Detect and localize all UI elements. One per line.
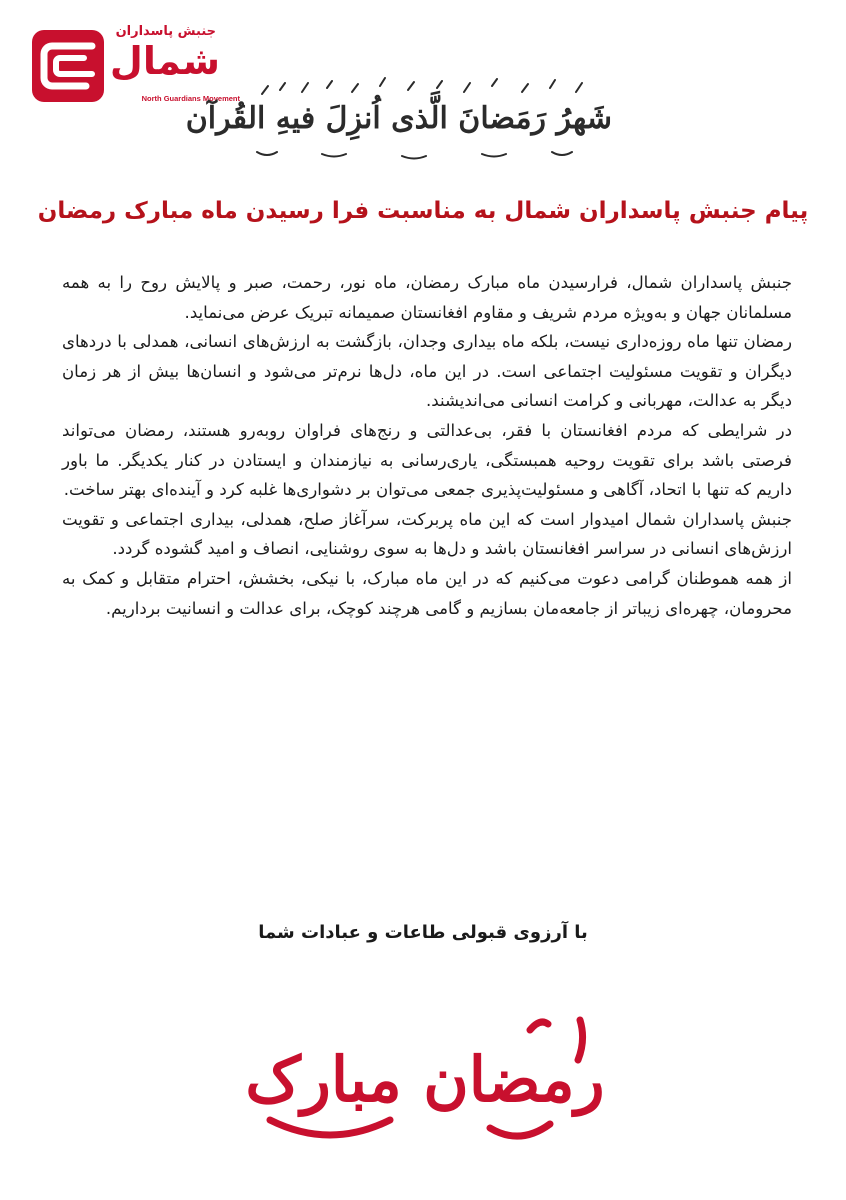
logo-emblem-icon: [30, 28, 106, 104]
logo-top-text: جنبش پاسداران: [115, 24, 216, 39]
footer-calligraphy-text: رمضان مبارک: [245, 1043, 605, 1116]
message-body: [62, 268, 792, 623]
paragraph-4: جنبش پاسداران شمال امیدوار است که این ماه پربرکت، سرآغاز صلح، همدلی، بیداری اجتماعی و تقویت ارزش‌های انسانی در سراسر افغانستان باشد و دل‌ها به سوی روشنایی، انصاف و امید گشوده گردد.: [62, 509, 792, 559]
paragraph-2: رمضان تنها ماه روزه‌داری نیست، بلکه ماه بیداری وجدان، بازگشت به ارزش‌های انسانی، همدلی با دردهای دیگران و تقویت مسئولیت اجتماعی است. در این ماه، دل‌ها نرم‌تر می‌شود و انسان‌ها بیش از هر زمان دیگر به عدالت، مهربانی و کرامت انسانی می‌اندیشند.: [62, 332, 792, 411]
paragraph-5: از همه هموطنان گرامی دعوت می‌کنیم که در این ماه مبارک، با نیکی، بخشش، احترام متقابل و کمک به محرومان، چهره‌ای زیباتر از جامعه‌مان بسازیم و گامی هرچند کوچک، برای عدالت و انسانیت برداریم.: [62, 568, 792, 618]
paragraph-3: در شرایطی که مردم افغانستان با فقر، بی‌عدالتی و رنج‌های فراوان روبه‌رو هستند، رمضان می‌تواند فرصتی باشد برای تقویت روحیه همبستگی، یاری‌رسانی به نیازمندان و ایستادن در کنار یکدیگر. ما باور داریم که تنها با اتحاد، آگاهی و مسئولیت‌پذیری جمعی می‌توان بر دشواری‌ها غلبه کرد و آینده‌ای بهتر ساخت.: [62, 420, 792, 500]
header-verse-text: شَهرُ رَمَضانَ الَّذی اُنزِلَ فیهِ القُرآن: [185, 101, 612, 136]
closing-wish: با آرزوی قبولی طاعات و عبادات شما: [258, 922, 588, 943]
footer-calligraphy: [230, 1010, 620, 1150]
logo-main-text: شمال: [109, 39, 220, 83]
paragraph-1: جنبش پاسداران شمال، فرارسیدن ماه مبارک رمضان، ماه نور، رحمت، صبر و پالایش روح را به همه مسلمانان جهان و به‌ویژه مردم شریف و مقاوم افغانستان صمیمانه تبریک عرض می‌نماید.: [62, 273, 792, 322]
page-title: پیام جنبش پاسداران شمال به مناسبت فرا رسیدن ماه مبارک رمضان: [37, 198, 809, 224]
logo-english-text: North Guardians Movement: [141, 94, 240, 103]
